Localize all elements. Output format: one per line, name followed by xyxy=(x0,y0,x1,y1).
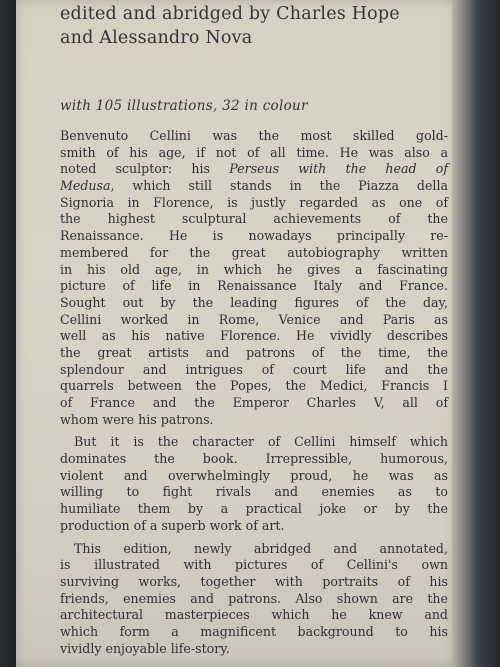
blurb-paragraph-3 xyxy=(60,541,448,658)
blurb-line: Renaissance. He is nowadays principally re- xyxy=(60,228,448,244)
blurb-line: humiliate them by a practical joke or by the xyxy=(60,501,448,517)
blurb-line: in his old age, in which he gives a fascinating xyxy=(60,261,448,277)
blurb-line: Benvenuto Cellini was the most skilled gold- xyxy=(60,128,448,143)
blurb-line: noted sculptor: his Perseus with the head of xyxy=(60,161,448,177)
blurb-line: is illustrated with pictures of Cellini's own xyxy=(60,557,448,573)
blurb-line: which form a magnificent background to his xyxy=(60,623,448,639)
blurb-line: Medusa, which still stands in the Piazza della xyxy=(60,178,448,194)
page-shadow-edge xyxy=(452,0,500,667)
blurb-line: vividly enjoyable life-story. xyxy=(60,640,230,656)
editors-line-1: edited and abridged by Charles Hope xyxy=(60,4,400,24)
blurb-line: well as his native Florence. He vividly describes xyxy=(60,328,448,344)
blurb-text xyxy=(60,128,448,657)
blurb-line: membered for the great autobiography written xyxy=(60,244,448,260)
artwork-title: Medusa xyxy=(60,178,111,194)
artwork-title: Perseus with the head of xyxy=(229,161,448,177)
blurb-line: friends, enemies and patrons. Also shown are the xyxy=(60,590,448,606)
jacket-flap-page xyxy=(16,0,460,667)
blurb-line: quarrels between the Popes, the Medici, Francis I xyxy=(60,378,448,394)
blurb-line: smith of his age, if not of all time. He was also a xyxy=(60,144,448,160)
illustrations-note: with 105 illustrations, 32 in colour xyxy=(60,98,308,114)
blurb-line: willing to fight rivals and enemies as to xyxy=(60,484,448,500)
blurb-line: Cellini worked in Rome, Venice and Paris as xyxy=(60,311,448,327)
blurb-line: the highest sculptural achievements of the xyxy=(60,211,448,227)
blurb-line: the great artists and patrons of the time, the xyxy=(60,344,448,360)
editors-credit xyxy=(60,2,440,50)
blurb-paragraph-2 xyxy=(60,434,448,534)
blurb-line: of France and the Emperor Charles V, all of xyxy=(60,395,448,410)
blurb-line: splendour and intrigues of court life and the xyxy=(60,361,448,377)
blurb-line: But it is the character of Cellini himself which xyxy=(74,434,448,450)
blurb-line: dominates the book. Irrepressible, humorous, xyxy=(60,451,448,467)
blurb-line: surviving works, together with portraits of his xyxy=(60,573,448,589)
blurb-line: Sought out by the leading figures of the day, xyxy=(60,294,448,310)
blurb-line: architectural masterpieces which he knew and xyxy=(60,607,448,623)
blurb-line: Signoria in Florence, is justly regarded as one of xyxy=(60,194,448,210)
blurb-paragraph-1 xyxy=(60,128,448,428)
editors-line-2: and Alessandro Nova xyxy=(60,28,253,48)
blurb-line: whom were his patrons. xyxy=(60,411,214,427)
blurb-line: This edition, newly abridged and annotated, xyxy=(74,540,448,556)
blurb-line: picture of life in Renaissance Italy and France. xyxy=(60,278,448,294)
book-cover-edge xyxy=(0,0,16,667)
blurb-line: production of a superb work of art. xyxy=(60,517,285,533)
blurb-line: violent and overwhelmingly proud, he was as xyxy=(60,467,448,483)
